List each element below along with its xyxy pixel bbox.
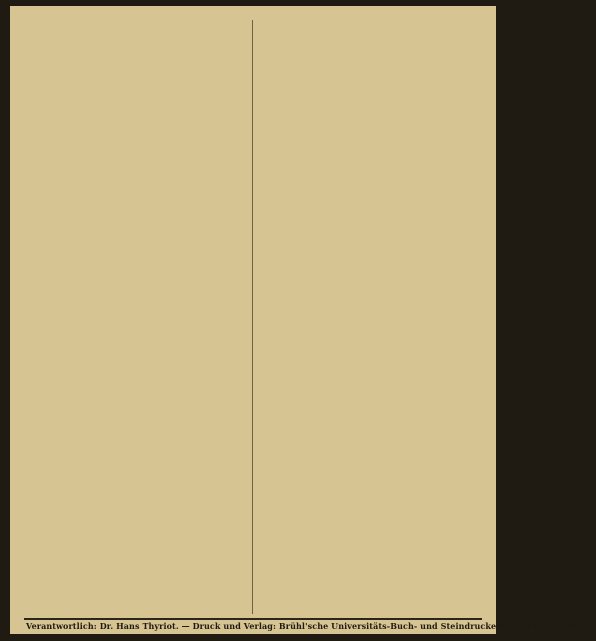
footer-rule — [24, 618, 482, 620]
right-column-text — [262, 20, 476, 614]
publisher-imprint: Verantwortlich: Dr. Hans Thyriot. — Druck und Verlag: Brühl'sche Universitäts-Buch- und Steindruckerei, R. Lange, Gießen. — [26, 621, 596, 631]
left-column-text — [28, 20, 242, 614]
article-columns — [28, 20, 476, 614]
newspaper-page — [10, 6, 596, 634]
column-divider — [252, 20, 253, 614]
